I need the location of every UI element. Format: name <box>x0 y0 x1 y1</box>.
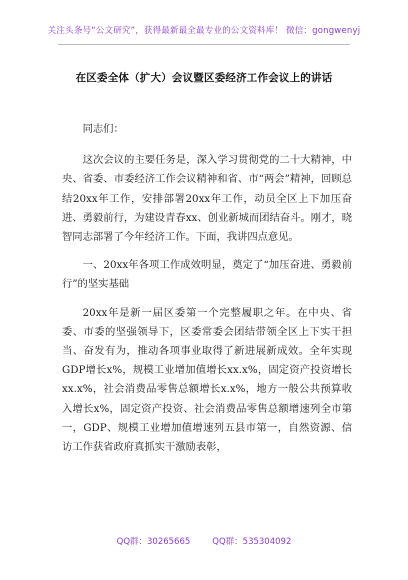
header-note: 关注头条号“公文研究”，获得最新最全最专业的公文资料库！ 微信：gongwenyj <box>47 26 361 36</box>
footer-qq-group-1: QQ群：30265665 <box>116 537 191 547</box>
salutation: 同志们： <box>82 123 124 135</box>
paragraph-intro: 这次会议的主要任务是，深入学习贯彻党的二十大精神，中央、省委、市委经济工作会议精神和省、市“两会”精神，回顾总结20xx年工作，安排部署20xx年工作，动员全区上下加压奋进、勇毅前行，为建设青春xx、创业新城而团结奋斗。刚才，晓智同志部署了今年经济工作。下面，我讲四点意见。 <box>62 154 352 244</box>
document-body <box>62 120 352 457</box>
footer-qq-group-2: QQ群：535304092 <box>212 537 292 547</box>
footer-contacts <box>0 535 408 547</box>
document-title: 在区委全体（扩大）会议暨区委经济工作会议上的讲话 <box>75 72 333 84</box>
paragraph-review: 20xx年是新一届区委第一个完整履职之年。在中央、省委、市委的坚强领导下，区委常委会团结带领全区上下实干担当、奋发有为，推动各项事业取得了新进展新成效。全年实现GDP增长x%，规模工业增加值增长xx.x%，固定资产投资增长xx.x%，社会消费品零售总额增长x.x%，地方一般公共预算收入增长x%，固定资产投资、社会消费品零售总额增速列全市第一，GDP、规模工业增加值增速列五县市第一，自然资源、信访工作获省政府真抓实干激励表彰， <box>62 306 352 454</box>
section-heading: 一、20xx年各项工作成效明显，奠定了“加压奋进、勇毅前行”的坚实基础 <box>62 259 352 291</box>
header-divider <box>58 44 350 45</box>
